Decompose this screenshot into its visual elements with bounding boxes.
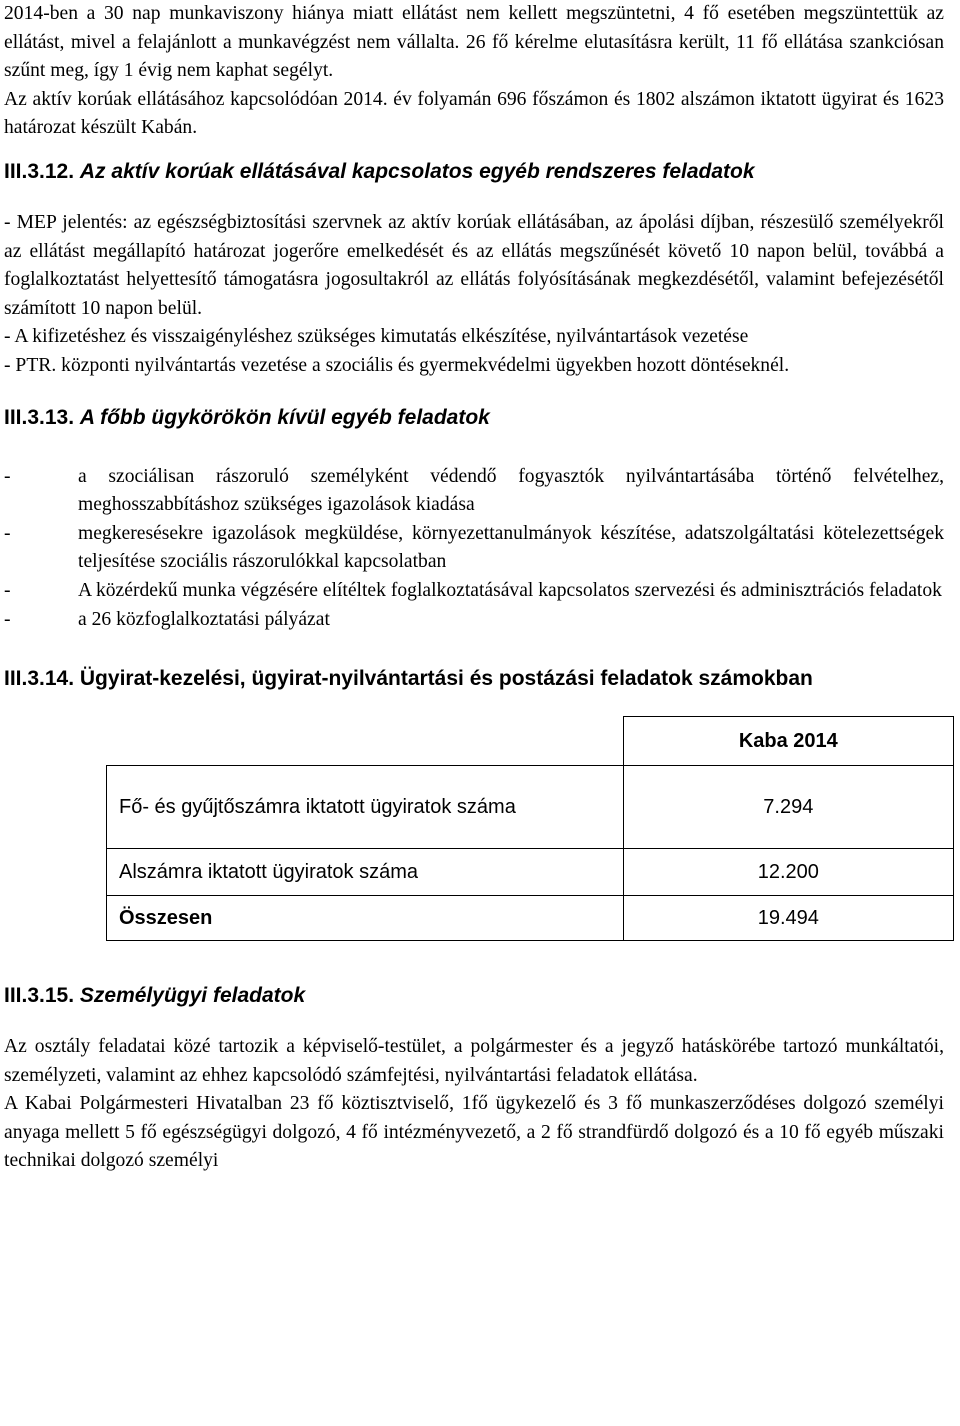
list-item-text: megkeresésekre igazolások megküldése, környezettanulmányok készítése, adatszolgáltatási kötelezettségek teljesítése szociális rászorulókkal kapcsolatban [78, 522, 944, 573]
dash-bullet: - [4, 465, 11, 487]
section-15-number: III.3.15. [4, 984, 75, 1008]
document-page [4, 0, 944, 1176]
list-item [4, 577, 944, 606]
section-14-number: III.3.14. [4, 667, 75, 691]
list-item [4, 606, 944, 635]
section-12-item-1: - MEP jelentés: az egészségbiztosítási szervnek az aktív korúak ellátásában, az ápolási díjban, részesülő személyekről az ellátást megállapító határozat jogerőre emelkedését és az ellátás megszűnését követő 10 napon belül, továbbá a foglalkoztatást helyettesítő támogatásra jogosultakról az ellátás folyósításának megkezdésétől, valamint befejezésétől számított 10 napon belül. [4, 211, 944, 319]
list-item-text: a 26 közfoglalkoztatási pályázat [78, 608, 330, 630]
list-item [4, 520, 944, 577]
table-row-label: Fő- és gyűjtőszámra iktatott ügyiratok száma [107, 766, 624, 849]
section-15-title: Személyügyi feladatok [79, 984, 306, 1008]
section-12-item-2: - A kifizetéshez és visszaigényléshez szükséges kimutatás elkészítése, nyilvántartások vezetése [4, 326, 749, 348]
section-13-number: III.3.13. [4, 405, 75, 429]
section-12-number: III.3.12. [4, 159, 75, 183]
dash-bullet: - [4, 522, 11, 544]
table-total-value: 19.494 [623, 896, 953, 941]
table-header-row [107, 717, 954, 766]
table-row [107, 849, 954, 896]
table-column-header: Kaba 2014 [623, 717, 953, 766]
section-12-heading [4, 157, 944, 187]
section-15-paragraph-2: A Kabai Polgármesteri Hivatalban 23 fő köztisztviselő, 1fő ügykezelő és 3 fő munkaszerződéses dolgozó személyi anyaga mellett 5 fő egészségügyi dolgozó, 4 fő intézményvezető, a 2 fő strandfürdő dolgozó és a 10 fő egyéb műszaki technikai dolgozó személyi [4, 1093, 944, 1172]
dash-bullet: - [4, 608, 11, 630]
list-item-text: A közérdekű munka végzésére elítéltek foglalkoztatásával kapcsolatos szervezési és adminisztrációs feladatok [78, 579, 942, 601]
section-13-list [4, 463, 944, 635]
table-row-value: 7.294 [623, 766, 953, 849]
filing-statistics-table [106, 716, 954, 941]
section-15-heading [4, 981, 944, 1011]
section-13-title: A főbb ügykörökön kívül egyéb feladatok [79, 405, 490, 429]
intro-paragraph-2: Az aktív korúak ellátásához kapcsolódóan 2014. év folyamán 696 főszámon és 1802 alszámon iktatott ügyirat és 1623 határozat készült Kabán. [4, 88, 944, 139]
section-14-title: Ügyirat-kezelési, ügyirat-nyilvántartási és postázási feladatok számokban [79, 667, 813, 691]
intro-paragraph-1: 2014-ben a 30 nap munkaviszony hiánya miatt ellátást nem kellett megszüntetni, 4 fő esetében megszüntettük az ellátást, mivel a felajánlott a munkavégzést nem vállalta. 26 fő kérelme elutasításra került, 11 fő ellátása szankciósan szűnt meg, így 1 évig nem kaphat segélyt. [4, 3, 944, 82]
table-row [107, 896, 954, 941]
section-15-paragraph-1: Az osztály feladatai közé tartozik a képviselő-testület, a polgármester és a jegyző hatáskörébe tartozó munkáltatói, személyzeti, valamint az ehhez kapcsolódó számfejtési, nyilvántartási feladatok ellátása. [4, 1036, 944, 1086]
table-corner-cell [107, 717, 624, 766]
section-12-item-3: - PTR. központi nyilvántartás vezetése a szociális és gyermekvédelmi ügyekben hozott döntéseknél. [4, 354, 790, 376]
section-13-heading [4, 403, 944, 433]
table-row-label: Alszámra iktatott ügyiratok száma [107, 849, 624, 896]
section-14-heading [4, 664, 944, 694]
table-row-value: 12.200 [623, 849, 953, 896]
table-total-label: Összesen [107, 896, 624, 941]
section-12-title: Az aktív korúak ellátásával kapcsolatos egyéb rendszeres feladatok [79, 159, 755, 183]
list-item-text: a szociálisan rászoruló személyként védendő fogyasztók nyilvántartásába történő felvételhez, meghosszabbításhoz szükséges igazolások kiadása [78, 465, 944, 516]
list-item [4, 463, 944, 520]
dash-bullet: - [4, 579, 11, 601]
table-row [107, 766, 954, 849]
